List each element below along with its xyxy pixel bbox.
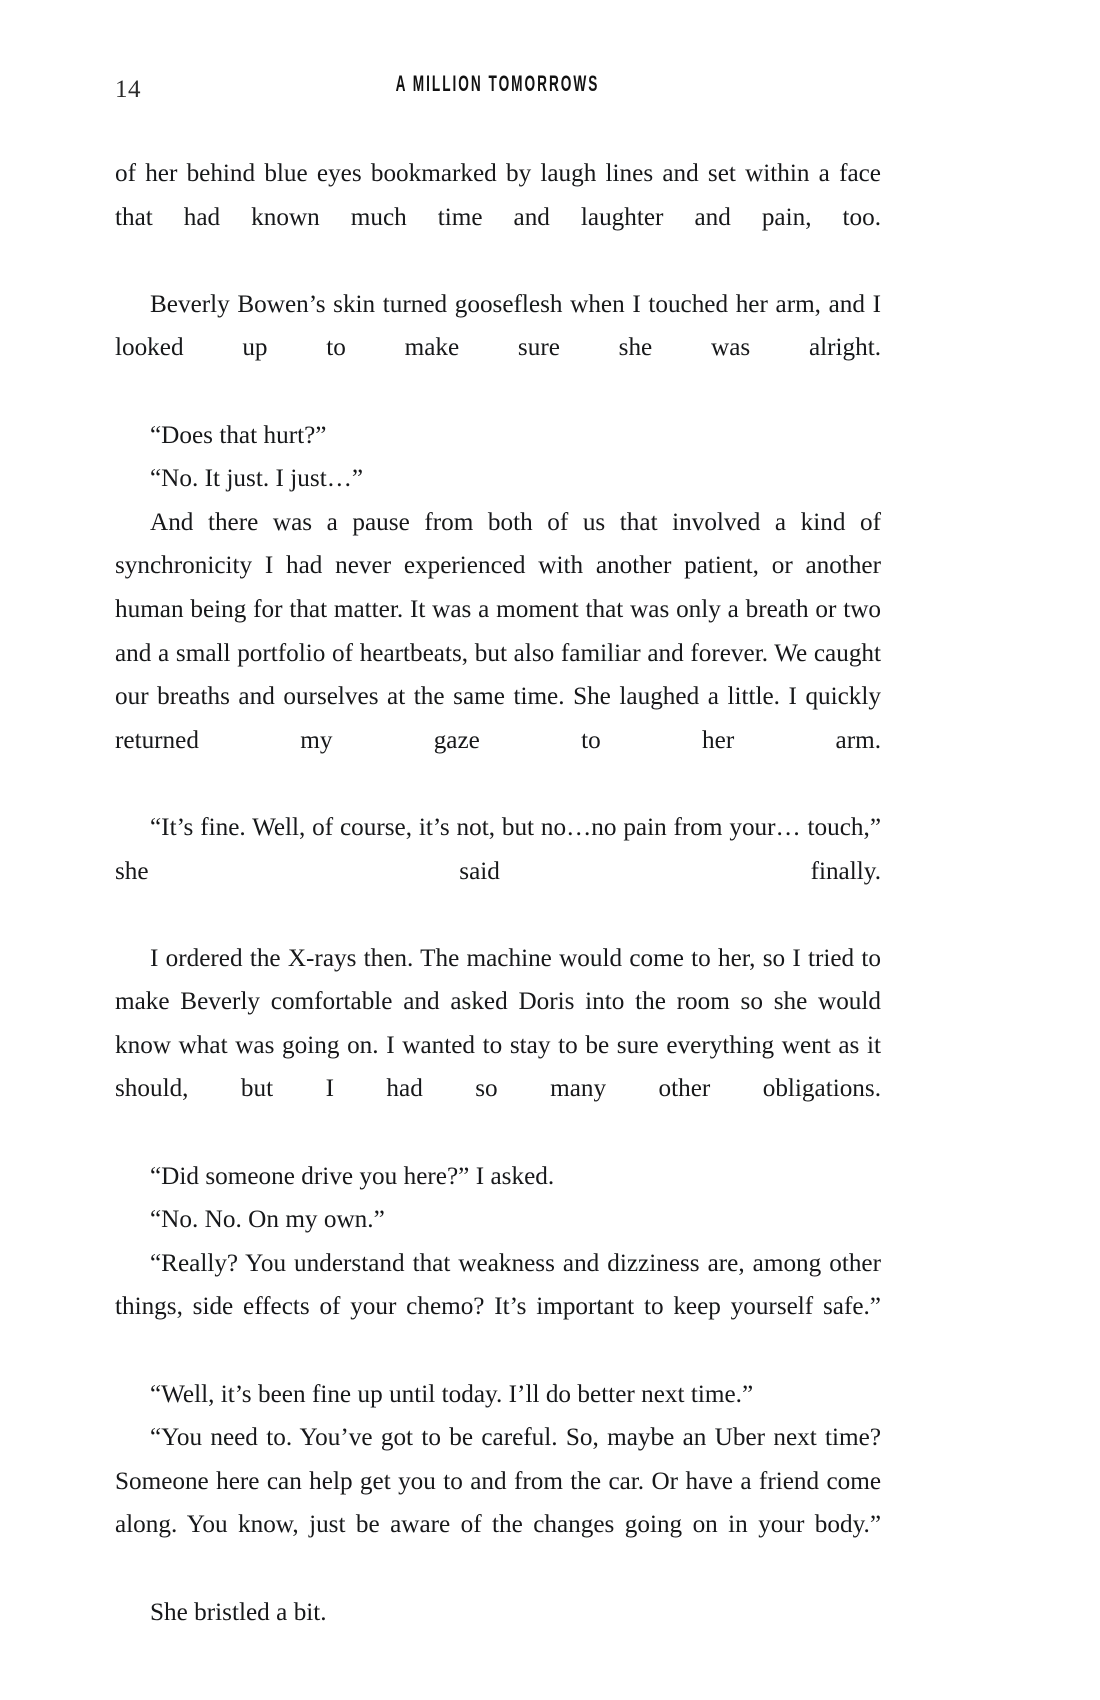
paragraph: Beverly Bowen’s skin turned gooseflesh when I touched her arm, and I looked up to make sure she was alright. — [115, 290, 881, 362]
body-text-block — [115, 152, 881, 1634]
paragraph: She bristled a bit. — [150, 1598, 327, 1626]
paragraph: “It’s fine. Well, of course, it’s not, but no…no pain from your… touch,” she said finally. — [115, 813, 881, 885]
book-title: A MILLION TOMORROWS — [395, 71, 600, 96]
paragraph: “You need to. You’ve got to be careful. So, maybe an Uber next time? Someone here can help get you to and from the car. Or have a friend come along. You know, just be aware of the changes going on in your body.” — [115, 1424, 881, 1539]
paragraph: “Does that hurt?” — [150, 421, 327, 449]
paragraph: “No. It just. I just…” — [150, 465, 364, 493]
paragraph: “Really? You understand that weakness and dizziness are, among other things, side effects of your chemo? It’s important to keep yourself safe.” — [115, 1249, 881, 1321]
paragraph: “Did someone drive you here?” I asked. — [150, 1162, 555, 1190]
page-number: 14 — [115, 76, 141, 103]
running-head — [115, 70, 880, 104]
paragraph: “No. No. On my own.” — [150, 1206, 385, 1234]
paragraph: And there was a pause from both of us that involved a kind of synchronicity I had never experienced with another patient, or another human being for that matter. It was a moment that was only a breath or two and a small portfolio of heartbeats, but also familiar and forever. We caught our breaths and ourselves at the same time. She laughed a little. I quickly returned my gaze to her arm. — [115, 508, 881, 754]
paragraph: “Well, it’s been fine up until today. I’ll do better next time.” — [150, 1380, 754, 1408]
paragraph: I ordered the X-rays then. The machine would come to her, so I tried to make Beverly comfortable and asked Doris into the room so she would know what was going on. I wanted to stay to be sure everything went as it should, but I had so many other obligations. — [115, 944, 881, 1103]
paragraph: of her behind blue eyes bookmarked by laugh lines and set within a face that had known much time and laughter and pain, too. — [115, 160, 881, 231]
